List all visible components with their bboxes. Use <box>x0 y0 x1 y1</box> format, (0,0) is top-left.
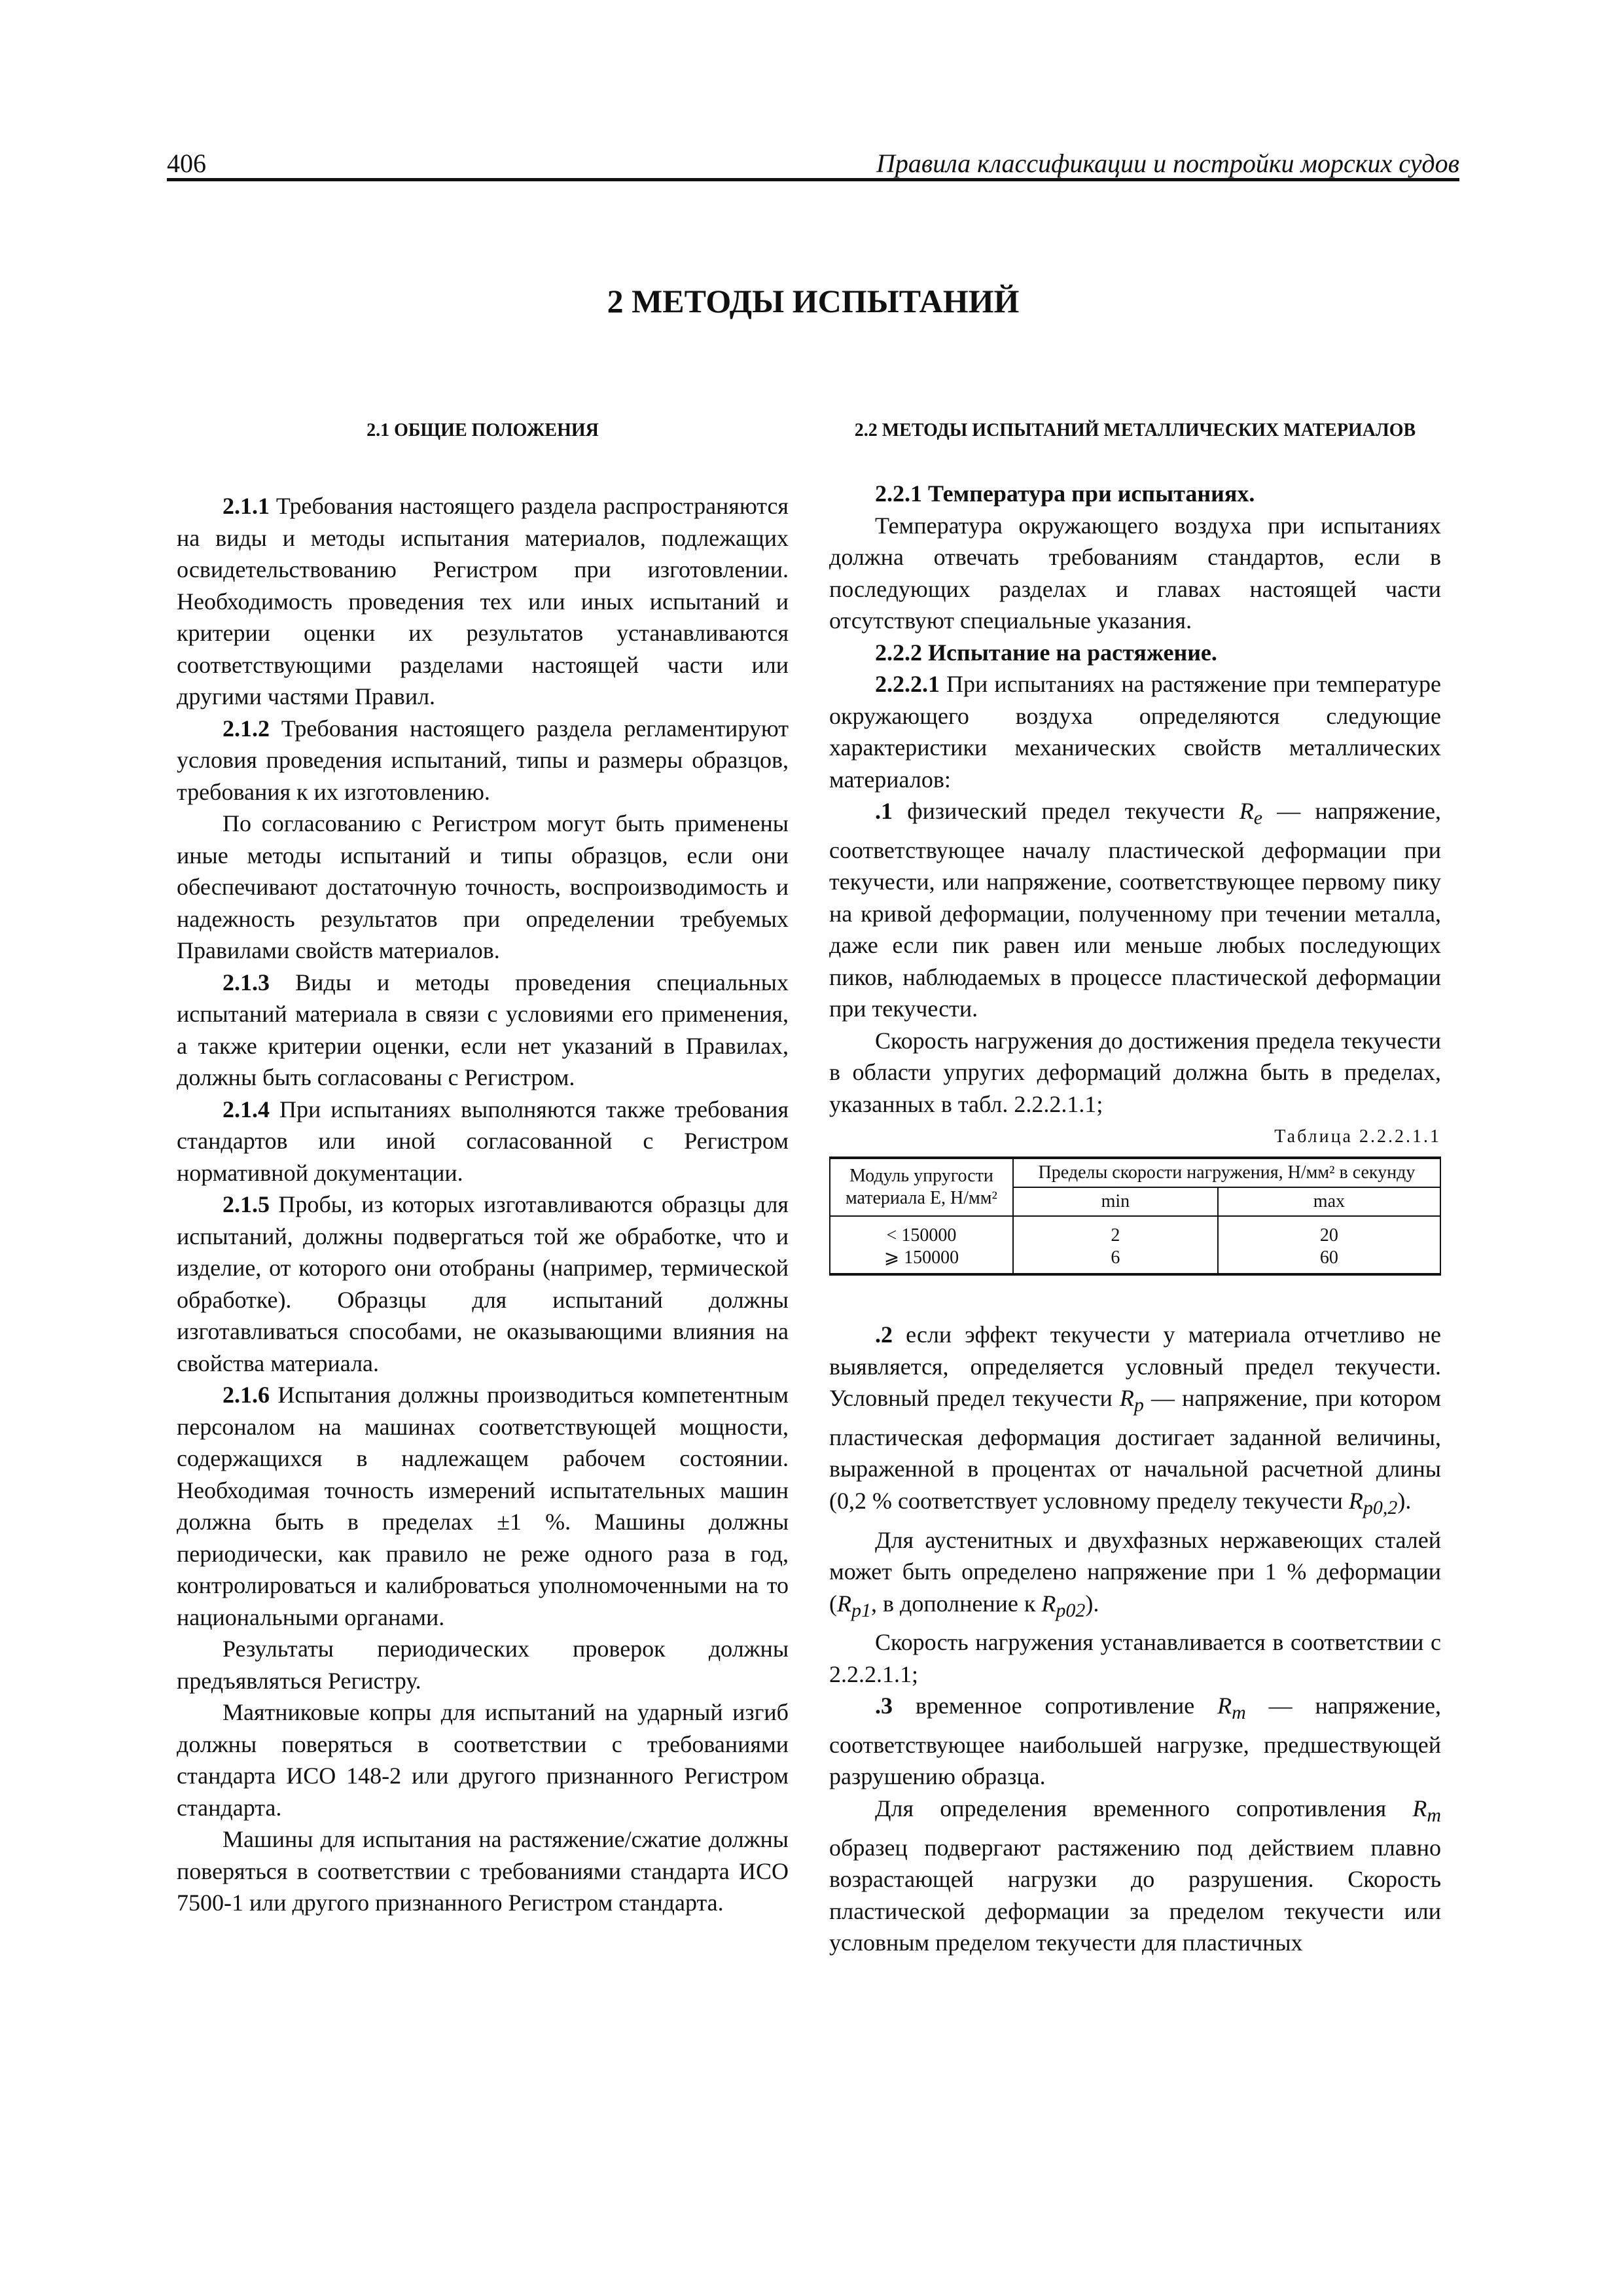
symbol-subscript: m <box>1232 1702 1246 1724</box>
paragraph-results: Результаты периодических проверок должны предъявляться Регистру. <box>177 1636 789 1694</box>
item-text: — напряжение, соответствующее наибольшей нагрузке, предшествующей разрушению образца. <box>829 1693 1441 1790</box>
symbol: R <box>1119 1385 1134 1412</box>
item-2 <box>829 1319 1441 1524</box>
table-cell: 2 <box>1013 1216 1218 1247</box>
paragraph-text: Для определения временного сопротивления <box>875 1795 1413 1821</box>
paragraph-text: ). <box>1085 1590 1099 1617</box>
paragraph-text: Требования настоящего раздела распространяются на виды и методы испытания материалов, подлежащих освидетельствованию Регистром при изготовлении. Необходимость проведения тех или иных испытаний и критерии оценки их результатов устанавливаются соответствующими разделами настоящей части или другими частями Правил. <box>177 493 789 709</box>
table-cell: 6 <box>1013 1247 1218 1274</box>
clause-number: 2.1.2 <box>223 715 270 742</box>
symbol-subscript: p <box>1133 1394 1144 1416</box>
table-row <box>830 1216 1440 1247</box>
paragraph-2-1-2 <box>177 713 789 808</box>
symbol: R <box>1412 1795 1427 1821</box>
paragraph-loading-rate-2: Скорость нагружения устанавливается в соответствии с 2.2.2.1.1; <box>829 1629 1441 1687</box>
table-header-max: max <box>1218 1187 1440 1216</box>
subheading-2-1: 2.1 ОБЩИЕ ПОЛОЖЕНИЯ <box>366 420 599 440</box>
paragraph-2-1-4 <box>177 1094 789 1189</box>
item-text: — напряжение, соответствующее началу пластической деформации при текучести, или напряжение, соответствующее первому пику на кривой деформации, полученному при течении металла, даже если пик равен или меньше любых последующих пиков, наблюдаемых в процессе пластической деформации при текучести. <box>829 798 1441 1022</box>
table-caption: Таблица 2.2.2.1.1 <box>1274 1126 1441 1147</box>
item-text: физический предел текучести <box>893 798 1240 824</box>
clause-number: 2.2.2.1 <box>875 671 940 697</box>
subheading-2-2: 2.2 МЕТОДЫ ИСПЫТАНИЙ МЕТАЛЛИЧЕСКИХ МАТЕРИАЛОВ <box>854 420 1416 440</box>
paragraph-tensile-strength <box>829 1793 1441 1959</box>
paragraph-pendulum: Маятниковые копры для испытаний на ударный изгиб должны поверяться в соответствии с требованиями стандарта ИСО 148-2 или другого признанного Регистром стандарта. <box>177 1699 789 1821</box>
table-header-min: min <box>1013 1187 1218 1216</box>
paragraph-austenitic <box>829 1524 1441 1627</box>
symbol-subscript: m <box>1427 1804 1441 1827</box>
running-title: Правила классификации и постройки морских судов <box>876 149 1459 178</box>
symbol-subscript: p02 <box>1056 1599 1086 1621</box>
table-cell: ⩾ 150000 <box>830 1247 1013 1274</box>
header-rule <box>167 178 1459 181</box>
symbol-subscript: p0,2 <box>1363 1497 1398 1519</box>
paragraph-text: Пробы, из которых изготавливаются образцы для испытаний, должны подвергаться той же обработке, что и изделие, от которого они отобраны (например, термической обработке). Образцы для испытаний должны изготавливаться способами, не оказывающими влияния на свойства материала. <box>177 1191 789 1376</box>
clause-number: 2.1.1 <box>223 493 270 519</box>
paragraph-2-2-2-1 <box>829 668 1441 795</box>
right-column <box>829 419 1441 1959</box>
symbol-subscript: p1 <box>851 1599 871 1621</box>
paragraph-text: При испытаниях выполняются также требования стандартов или иной согласованной с Регистром нормативной документации. <box>177 1096 789 1186</box>
paragraph-text: образец подвергают растяжению под действием плавно возрастающей нагрузки до разрушения. Скорость пластической деформации за пределом текучести или условным пределом текучести для пластичных <box>829 1834 1441 1956</box>
paragraph-2-1-1 <box>177 490 789 713</box>
paragraph-text: Требования настоящего раздела регламентируют условия проведения испытаний, типы и размеры образцов, требования к их изготовлению. <box>177 715 789 805</box>
loading-rate-table <box>829 1157 1441 1276</box>
heading-2-2-2: 2.2.2 Испытание на растяжение. <box>875 639 1217 666</box>
paragraph-text: , в дополнение к <box>871 1590 1042 1617</box>
paragraph-loading-rate: Скорость нагружения до достижения предела текучести в области упругих деформаций должна быть в пределах, указанных в табл. 2.2.2.1.1; <box>829 1027 1441 1117</box>
item-3 <box>829 1690 1441 1793</box>
symbol: R <box>837 1590 851 1617</box>
symbol: R <box>1217 1693 1232 1719</box>
symbol: R <box>1239 798 1254 824</box>
clause-number: 2.1.4 <box>223 1096 270 1122</box>
paragraph-2-1-3 <box>177 967 789 1094</box>
symbol: R <box>1041 1590 1056 1617</box>
symbol: R <box>1348 1487 1363 1514</box>
section-title: 2 МЕТОДЫ ИСПЫТАНИЙ <box>607 283 1020 319</box>
page-number: 406 <box>167 149 206 178</box>
table-cell: 20 <box>1218 1216 1440 1247</box>
paragraph-text: Испытания должны производиться компетентным персоналом на машинах соответствующей мощности, содержащихся в надлежащем рабочем состоянии. Необходимая точность измерений испытательных машин должна быть в пределах ±1 %. Машины должны периодически, как правило не реже одного раза в год, контролироваться и калиброваться уполномоченными на то национальными органами. <box>177 1382 789 1630</box>
paragraph-agreement: По согласованию с Регистром могут быть применены иные методы испытаний и типы образцов, если они обеспечивают достаточную точность, воспроизводимость и надежность результатов при определении требуемых Правилами свойств материалов. <box>177 810 789 963</box>
item-number: .1 <box>875 798 893 824</box>
clause-number: 2.1.6 <box>223 1382 270 1408</box>
table-row <box>830 1247 1440 1274</box>
paragraph-2-1-6 <box>177 1379 789 1633</box>
clause-number: 2.1.3 <box>223 969 270 996</box>
item-1 <box>829 795 1441 1025</box>
paragraph-text: При испытаниях на растяжение при температуре окружающего воздуха определяются следующие характеристики механических свойств металлических материалов: <box>829 671 1441 793</box>
item-text: ). <box>1397 1487 1412 1514</box>
paragraph-text: Для аустенитных и двухфазных нержавеющих сталей может быть определено напряжение при 1 % деформации ( <box>829 1526 1441 1617</box>
left-column <box>177 419 789 1919</box>
item-text: — напряжение, при котором пластическая деформация достигает заданной величины, выраженной в процентах от начальной расчетной длины (0,2 % соответствует условному пределу текучести <box>829 1385 1441 1514</box>
paragraph-2-1-5 <box>177 1189 789 1379</box>
table-header-rate: Пределы скорости нагружения, Н/мм² в секунду <box>1013 1158 1440 1187</box>
table-cell: 60 <box>1218 1247 1440 1274</box>
item-number: .2 <box>875 1321 893 1348</box>
page-header <box>167 147 1459 180</box>
item-number: .3 <box>875 1693 893 1719</box>
paragraph-temperature: Температура окружающего воздуха при испытаниях должна отвечать требованиям стандартов, если в последующих разделах и главах настоящей части отсутствуют специальные указания. <box>829 512 1441 634</box>
paragraph-machines: Машины для испытания на растяжение/сжатие должны поверяться в соответствии с требованиями стандарта ИСО 7500-1 или другого признанного Регистром стандарта. <box>177 1826 789 1916</box>
table-header-modulus: Модуль упругости материала E, Н/мм² <box>830 1158 1013 1216</box>
item-text: если эффект текучести у материала отчетливо не выявляется, определяется условный предел текучести. Условный предел текучести <box>829 1321 1441 1412</box>
symbol-subscript: e <box>1253 807 1263 829</box>
clause-number: 2.1.5 <box>223 1191 270 1217</box>
table-cell: < 150000 <box>830 1216 1013 1247</box>
heading-2-2-1: 2.2.1 Температура при испытаниях. <box>875 480 1255 507</box>
paragraph-text: Виды и методы проведения специальных испытаний материала в связи с условиями его применения, а также критерии оценки, если нет указаний в Правилах, должны быть согласованы с Регистром. <box>177 969 789 1090</box>
item-text: временное сопротивление <box>893 1693 1218 1719</box>
